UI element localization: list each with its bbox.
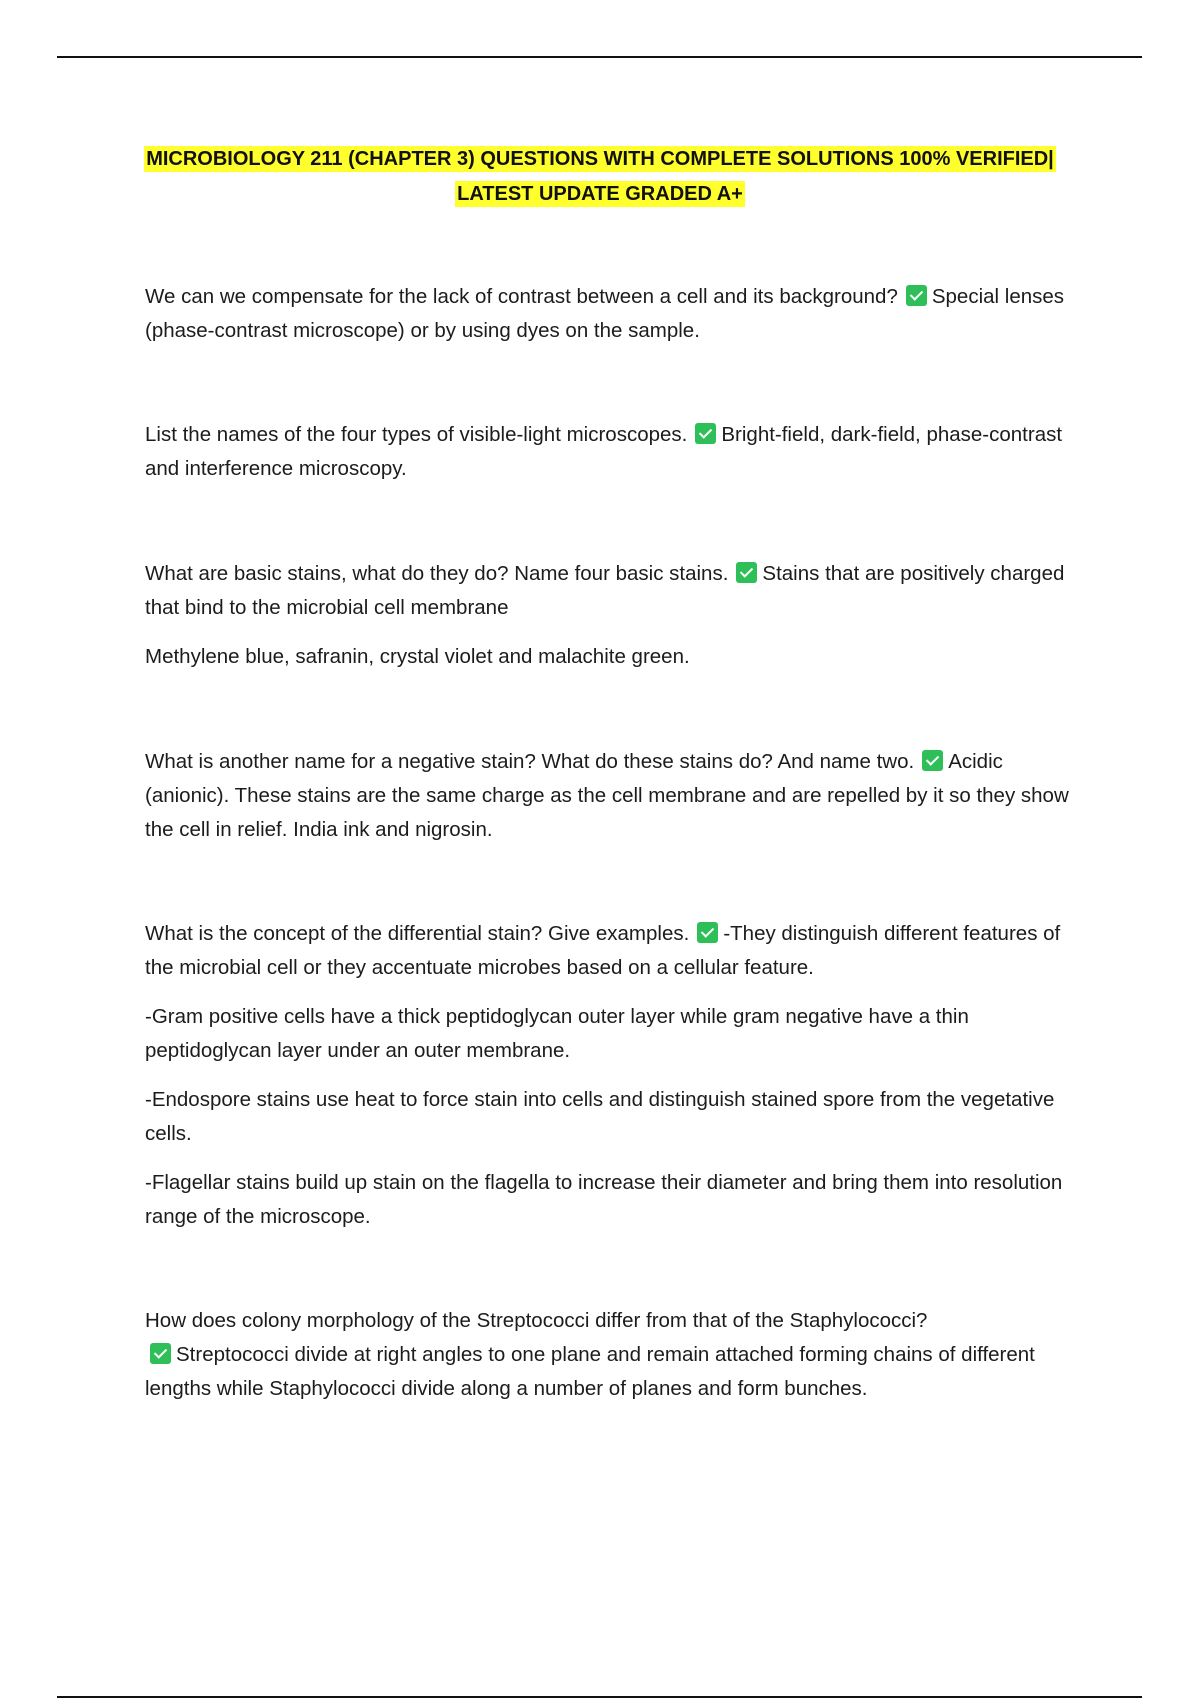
question-text: List the names of the four types of visible-light microscopes. xyxy=(145,423,688,446)
qa-item-4 xyxy=(145,745,1085,847)
qa-paragraph xyxy=(145,745,1085,847)
answer-extra-paragraph: -Gram positive cells have a thick peptidoglycan outer layer while gram negative have a thin peptidoglycan layer under an outer membrane. xyxy=(145,1005,969,1062)
check-icon xyxy=(736,562,757,583)
answer-text: Special lenses (phase-contrast microscope) or by using dyes on the sample. xyxy=(145,285,1065,342)
check-icon xyxy=(906,285,927,306)
question-text: What is another name for a negative stain? What do these stains do? And name two. xyxy=(145,750,915,773)
qa-paragraph xyxy=(145,280,1085,348)
answer-text: Bright-field, dark-field, phase-contrast and interference microscopy. xyxy=(145,423,1063,480)
question-text: How does colony morphology of the Streptococci differ from that of the Staphylococci? xyxy=(145,1309,928,1332)
question-text: What are basic stains, what do they do? Name four basic stains. xyxy=(145,562,729,585)
question-text: What is the concept of the differential stain? Give examples. xyxy=(145,922,690,945)
check-icon xyxy=(697,922,718,943)
qa-paragraph xyxy=(145,418,1085,486)
qa-item-5 xyxy=(145,917,1085,1234)
answer-text: Streptococci divide at right angles to one plane and remain attached forming chains of different lengths while Staphylococci divide along a number of planes and form bunches. xyxy=(145,1343,1035,1400)
answer-extra-paragraph: -Endospore stains use heat to force stain into cells and distinguish stained spore from the vegetative cells. xyxy=(145,1088,1055,1145)
check-icon xyxy=(922,750,943,771)
qa-paragraph xyxy=(145,1304,1085,1406)
answer-text: Stains that are positively charged that bind to the microbial cell membrane xyxy=(145,562,1065,619)
document-title xyxy=(130,142,1070,212)
title-line-1: MICROBIOLOGY 211 (CHAPTER 3) QUESTIONS WITH COMPLETE SOLUTIONS 100% VERIFIED| xyxy=(146,148,1054,170)
check-icon xyxy=(695,423,716,444)
top-rule xyxy=(57,56,1142,58)
question-text: We can we compensate for the lack of contrast between a cell and its background? xyxy=(145,285,898,308)
title-line-2: LATEST UPDATE GRADED A+ xyxy=(457,183,743,205)
qa-item-2 xyxy=(145,418,1085,486)
qa-item-1 xyxy=(145,280,1085,348)
qa-paragraph xyxy=(145,557,1085,625)
bottom-rule xyxy=(57,1696,1142,1698)
answer-text: -They distinguish different features of the microbial cell or they accentuate microbes based on a cellular feature. xyxy=(145,922,1061,979)
answer-extra-paragraph: Methylene blue, safranin, crystal violet and malachite green. xyxy=(145,645,690,668)
qa-item-3 xyxy=(145,557,1085,674)
answer-extra-paragraph: -Flagellar stains build up stain on the flagella to increase their diameter and bring them into resolution range of the microscope. xyxy=(145,1171,1063,1228)
check-icon xyxy=(150,1343,171,1364)
answer-text: Acidic (anionic). These stains are the same charge as the cell membrane and are repelled by it so they show the cell in relief. India ink and nigrosin. xyxy=(145,750,1069,841)
qa-paragraph xyxy=(145,917,1085,985)
qa-item-6 xyxy=(145,1304,1085,1406)
